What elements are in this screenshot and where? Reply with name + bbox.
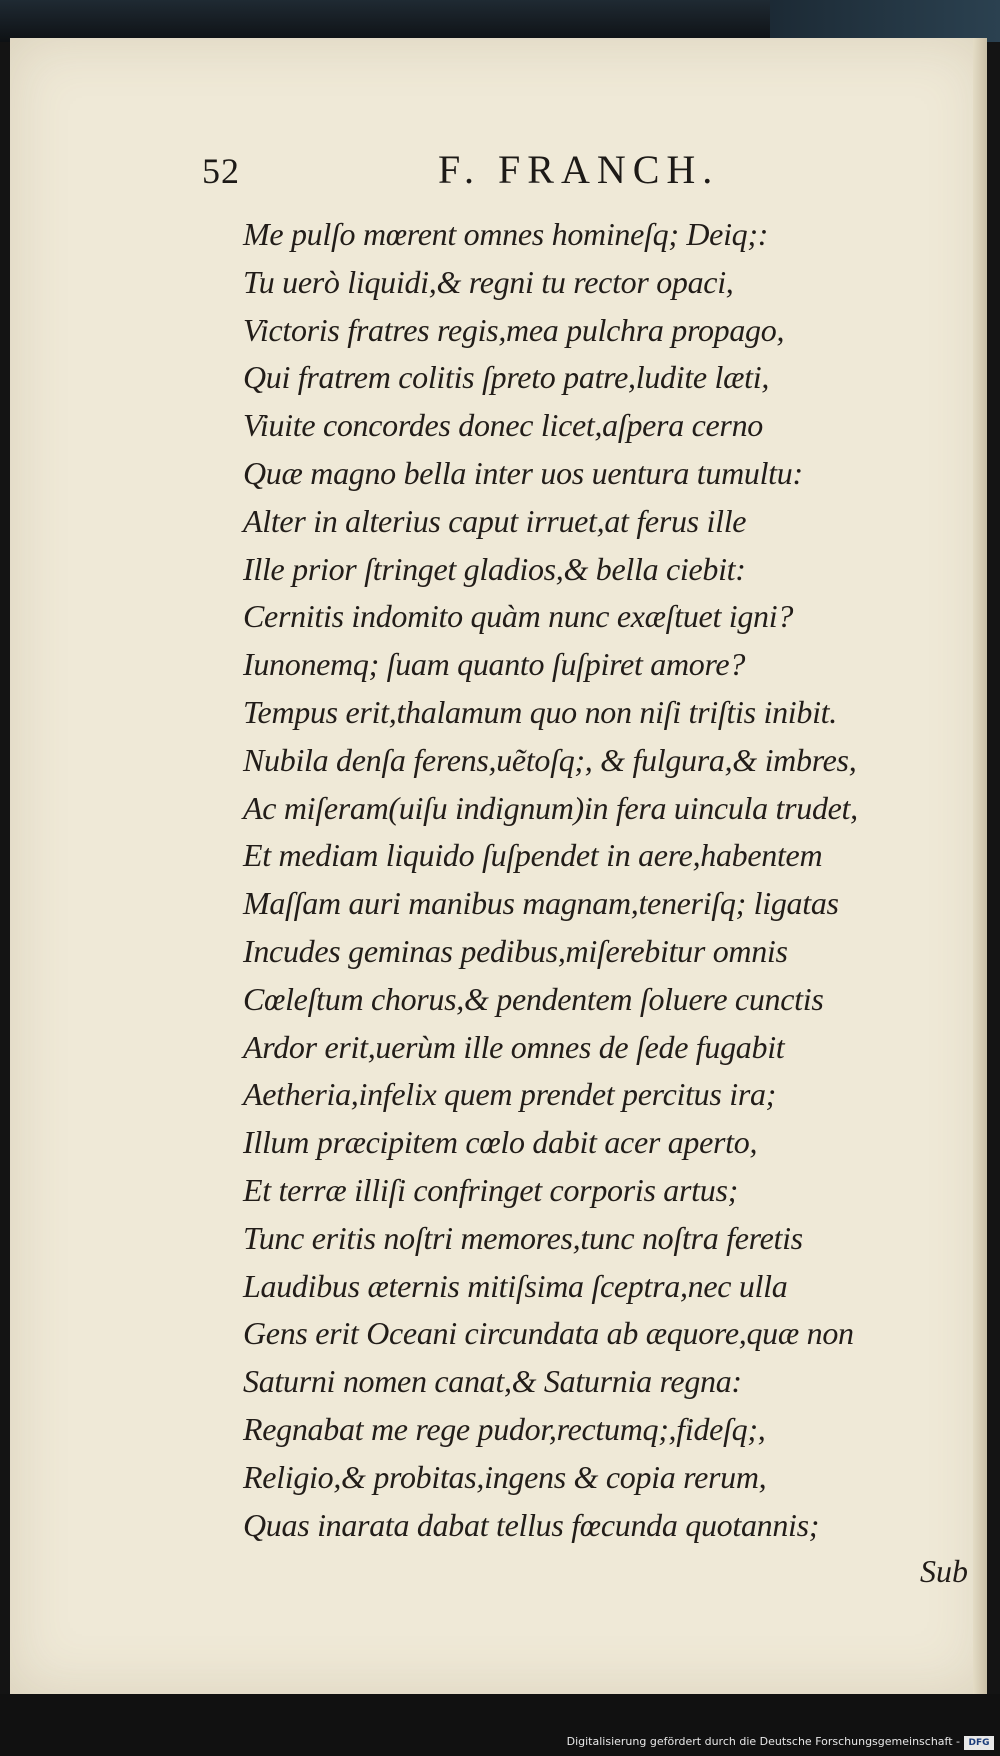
verse-line: Quæ magno bella inter uos uentura tumultu: [243,454,803,491]
verse-line: Cœleſtum chorus,& pendentem ſoluere cunctis [243,980,824,1017]
verse-line: Incudes geminas pedibus,miſerebitur omnis [243,932,788,969]
verse-line: Laudibus æternis mitiſsima ſceptra,nec ulla [243,1267,788,1304]
verse-line: Viuite concordes donec licet,aſpera cerno [243,407,763,444]
page-edge-shadow [973,38,987,1694]
verse-line: Tunc eritis noſtri memores,tunc noſtra feretis [243,1219,803,1256]
verse-line: Ac miſeram(uiſu indignum)in fera uincula trudet, [243,789,858,826]
verse-line: Tempus erit,thalamum quo non niſi triſtis inibit. [243,693,837,730]
dfg-logo-icon: DFG [964,1736,994,1750]
verse-line: Qui fratrem colitis ſpreto patre,ludite læti, [243,359,770,396]
verse-line: Victoris fratres regis,mea pulchra propago, [243,311,785,348]
verse-line: Alter in alterius caput irruet,at ferus ille [243,502,747,539]
verse-line: Religio,& probitas,ingens & copia rerum, [243,1458,767,1495]
funding-credit: Digitalisierung gefördert durch die Deutsche Forschungsgemeinschaft - [566,1735,960,1748]
verse-line: Et mediam liquido ſuſpendet in aere,habentem [243,837,823,874]
book-cover-edge [770,0,1000,42]
verse-line: Gens erit Oceani circundata ab æquore,quæ non [243,1315,854,1352]
verse-line: Nubila denſa ferens,uẽtoſq;, & fulgura,& imbres, [243,741,857,778]
verse-line: Quas inarata dabat tellus fœcunda quotannis; [243,1506,820,1543]
book-page [10,38,987,1694]
page-header [10,146,987,206]
digitization-footer [0,1694,1000,1756]
verse-text [243,211,963,1549]
catchword: Sub [920,1553,968,1589]
verse-line: Maſſam auri manibus magnam,teneriſq; ligatas [243,885,839,922]
running-head: F. FRANCH. [438,147,720,192]
verse-line: Et terræ illiſi confringet corporis artus; [243,1171,738,1208]
verse-line: Saturni nomen canat,& Saturnia regna: [243,1363,742,1400]
verse-line: Ardor erit,uerùm ille omnes de ſede fugabit [243,1028,785,1065]
verse-line: Me pulſo mœrent omnes homineſq; Deiq;: [243,216,769,252]
verse-line: Regnabat me rege pudor,rectumq;,fideſq;, [243,1410,766,1447]
verse-line: Cernitis indomito quàm nunc exæſtuet igni? [243,598,794,635]
verse-line: Iunonemq; ſuam quanto ſuſpiret amore? [243,646,746,683]
page-number: 52 [202,151,240,191]
verse-line: Aetheria,infelix quem prendet percitus ira; [243,1076,777,1113]
verse-line: Tu uerò liquidi,& regni tu rector opaci, [243,263,734,300]
verse-line: Illum præcipitem cœlo dabit acer aperto, [243,1124,758,1161]
verse-line: Ille prior ſtringet gladios,& bella ciebit: [243,550,746,587]
